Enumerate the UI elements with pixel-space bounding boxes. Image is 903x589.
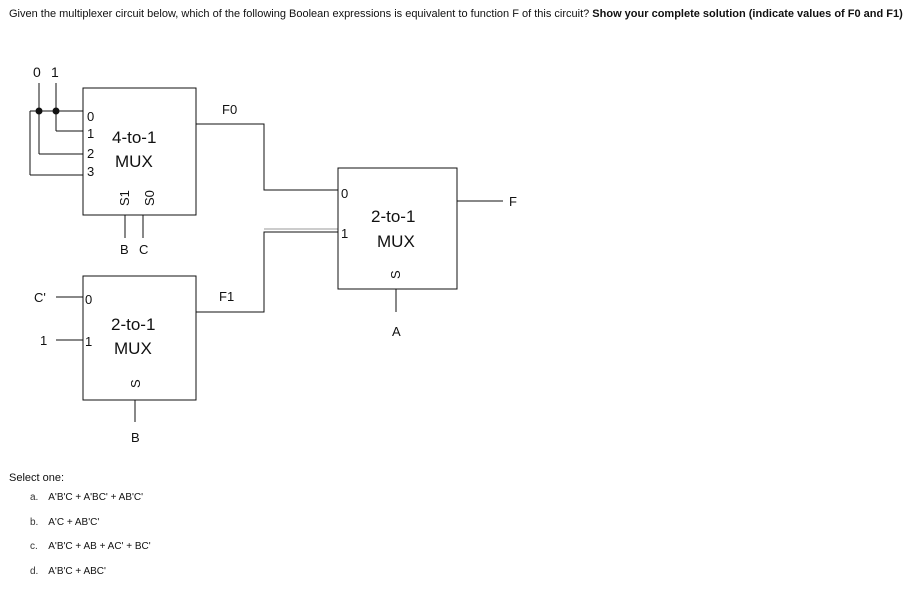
f-label: F [509, 194, 517, 209]
option-expression: A'B'C + AB + AC' + BC' [48, 541, 150, 552]
answer-option-a[interactable] [30, 491, 151, 516]
f1-label: F1 [219, 289, 234, 304]
answer-option-d[interactable] [30, 565, 151, 589]
option-letter: c. [30, 540, 46, 554]
lower-input-1-label: 1 [40, 333, 47, 348]
mux4-select-s0-label: S0 [142, 190, 157, 206]
mux4-subtitle: MUX [115, 152, 153, 171]
mux2-right-title: 2-to-1 [371, 207, 415, 226]
mux2-right-input-1-label: 1 [341, 226, 348, 241]
option-expression: A'B'C + ABC' [48, 566, 106, 577]
option-expression: A'C + AB'C' [48, 517, 99, 528]
mux2-lower-select-b-label: B [131, 430, 140, 445]
option-letter: d. [30, 565, 46, 579]
mux4-input-2-label: 2 [87, 146, 94, 161]
mux2-lower-title: 2-to-1 [111, 315, 155, 334]
mux4-select-c-label: C [139, 242, 148, 257]
mux4-input-1-label: 1 [87, 126, 94, 141]
mux2-lower-subtitle: MUX [114, 339, 152, 358]
top-input-1-label: 1 [51, 64, 59, 80]
lower-input-c-prime-label: C' [34, 290, 46, 305]
question-main: Given the multiplexer circuit below, which of the following Boolean expressions is equivalent to function F of this circuit? [9, 8, 592, 20]
mux2-right-select-label: S [388, 270, 403, 279]
answer-options [30, 491, 151, 589]
option-expression: A'B'C + A'BC' + AB'C' [48, 492, 143, 503]
question-instruction: Show your complete solution (indicate values of F0 and F1) [592, 8, 903, 20]
mux4-input-wires [30, 83, 83, 175]
mux2-lower-input-0-label: 0 [85, 292, 92, 307]
lower-input-wires [56, 297, 83, 340]
mux2-lower-input-1-label: 1 [85, 334, 92, 349]
mux-output-wires [196, 124, 338, 312]
mux4-input-3-label: 3 [87, 164, 94, 179]
mux4-title: 4-to-1 [112, 128, 156, 147]
mux2-right-select-a-label: A [392, 324, 401, 339]
option-letter: a. [30, 491, 46, 505]
mux4-select-wires [125, 215, 143, 238]
f0-label: F0 [222, 102, 237, 117]
mux4-input-0-label: 0 [87, 109, 94, 124]
select-one-label: Select one: [9, 472, 64, 484]
mux4-select-b-label: B [120, 242, 129, 257]
junction-dot [53, 108, 60, 115]
mux4-select-s1-label: S1 [117, 190, 132, 206]
junction-dot [36, 108, 43, 115]
mux2-right-subtitle: MUX [377, 232, 415, 251]
answer-option-b[interactable] [30, 516, 151, 541]
mux2-lower-select-label: S [128, 379, 143, 388]
answer-option-c[interactable] [30, 540, 151, 565]
option-letter: b. [30, 516, 46, 530]
mux2-right-input-0-label: 0 [341, 186, 348, 201]
top-input-0-label: 0 [33, 64, 41, 80]
